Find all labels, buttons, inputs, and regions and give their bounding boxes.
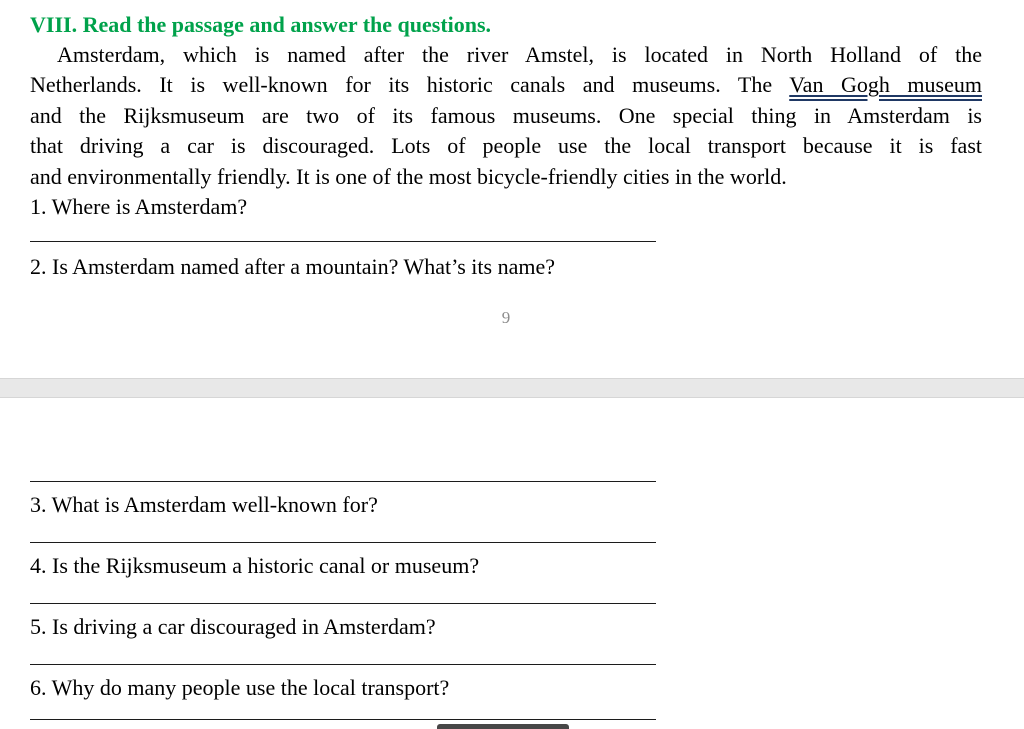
question-5: 5. Is driving a car discouraged in Amsterdam?: [30, 614, 436, 639]
answer-line-q4: [30, 603, 656, 604]
answer-line-q6: [30, 719, 656, 720]
bottom-overlay-bar: [437, 724, 569, 729]
passage-line-2-text: Netherlands. It is well-known for its historic canals and museums. The: [30, 72, 790, 98]
passage-line-2: [30, 70, 982, 100]
reading-passage: [30, 40, 982, 192]
page-2: [0, 398, 1024, 729]
page-break-separator: [0, 378, 1024, 398]
question-6: 6. Why do many people use the local transport?: [30, 675, 450, 700]
passage-line-3: and the Rijksmuseum are two of its famous museums. One special thing in Amsterdam is: [30, 102, 982, 128]
passage-line-4: that driving a car is discouraged. Lots of people use the local transport because it is fast: [30, 133, 982, 159]
question-4: 4. Is the Rijksmuseum a historic canal or museum?: [30, 553, 480, 578]
van-gogh-museum-underlined-text: Van Gogh museum: [789, 72, 982, 98]
passage-line-5: and environmentally friendly. It is one of the most bicycle-friendly cities in the world.: [30, 163, 787, 189]
question-3: 3. What is Amsterdam well-known for?: [30, 492, 378, 517]
answer-line-q5: [30, 664, 656, 665]
question-1: 1. Where is Amsterdam?: [30, 194, 248, 220]
passage-line-1: Amsterdam, which is named after the river Amstel, is located in North Holland of the: [57, 42, 982, 67]
question-2: 2. Is Amsterdam named after a mountain? What’s its name?: [30, 254, 555, 280]
answer-line-q2: [30, 481, 656, 482]
answer-line-q1: [30, 241, 656, 242]
page-number: 9: [501, 308, 511, 328]
section-heading: VIII. Read the passage and answer the questions.: [30, 12, 492, 37]
answer-line-q3: [30, 542, 656, 543]
